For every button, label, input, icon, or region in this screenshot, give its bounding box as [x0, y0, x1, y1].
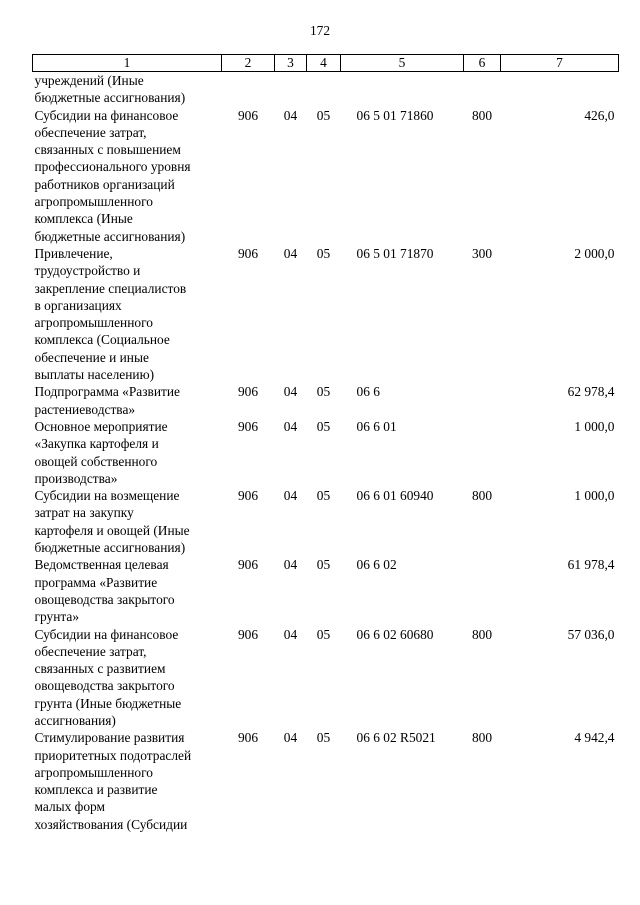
section-code-cell: 04 — [283, 107, 298, 123]
admin-code-cell: 906 — [237, 418, 259, 434]
amount-cell: 62 978,4 — [567, 384, 615, 400]
item-name-line: картофеля и овощей (Иные — [34, 522, 190, 538]
subsection-code-cell: 05 — [316, 730, 331, 746]
item-name-line: Привлечение, — [34, 245, 113, 261]
table-row — [33, 556, 619, 625]
expense-type-cell — [464, 418, 501, 487]
table-row — [33, 72, 619, 107]
expense-type-cell: 800 — [471, 107, 493, 123]
item-name-cell — [33, 729, 222, 833]
target-article-cell: 06 6 01 — [356, 418, 397, 434]
item-name-line: комплекса (Иные — [34, 211, 133, 227]
admin-code-cell — [222, 72, 275, 107]
table-body — [33, 72, 619, 834]
table-row — [33, 729, 619, 833]
item-name-line: обеспечение и иные — [34, 349, 149, 365]
amount-cell: 61 978,4 — [567, 557, 615, 573]
expense-type-cell: 800 — [471, 626, 493, 642]
target-article-cell — [341, 72, 464, 107]
item-name-cell — [33, 245, 222, 383]
target-article-cell: 06 5 01 71870 — [356, 245, 434, 261]
target-article-cell: 06 5 01 71860 — [356, 107, 434, 123]
amount-cell: 1 000,0 — [574, 418, 615, 434]
item-name-line: закрепление специалистов — [34, 280, 187, 296]
admin-code-cell: 906 — [237, 557, 259, 573]
item-name-line: растениеводства» — [34, 401, 136, 417]
admin-code-cell: 906 — [237, 245, 259, 261]
item-name-line: затрат на закупку — [34, 505, 134, 521]
column-header-6: 6 — [464, 55, 501, 72]
item-name-line: овощеводства закрытого — [34, 591, 175, 607]
subsection-code-cell: 05 — [316, 384, 331, 400]
amount-cell: 426,0 — [584, 107, 615, 123]
page-number: 172 — [309, 23, 331, 38]
target-article-cell: 06 6 02 60680 — [356, 626, 434, 642]
subsection-code-cell: 05 — [316, 488, 331, 504]
item-name-line: Субсидии на финансовое — [34, 107, 179, 123]
target-article-cell: 06 6 02 — [356, 557, 397, 573]
table-row — [33, 245, 619, 383]
item-name-line: трудоустройство и — [34, 263, 141, 279]
item-name-line: бюджетные ассигнования) — [34, 228, 186, 244]
subsection-code-cell: 05 — [316, 626, 331, 642]
table-row — [33, 626, 619, 730]
expense-type-cell: 300 — [471, 245, 493, 261]
item-name-line: программа «Развитие — [34, 574, 158, 590]
item-name-line: грунта (Иные бюджетные — [34, 695, 182, 711]
amount-cell: 1 000,0 — [574, 488, 615, 504]
table-row — [33, 107, 619, 245]
target-article-cell: 06 6 01 60940 — [356, 488, 434, 504]
item-name-cell — [33, 383, 222, 418]
target-article-cell: 06 6 02 R5021 — [356, 730, 436, 746]
table-row — [33, 383, 619, 418]
section-code-cell: 04 — [283, 384, 298, 400]
item-name-line: Субсидии на финансовое — [34, 626, 179, 642]
item-name-line: приоритетных подотраслей — [34, 747, 192, 763]
expense-type-cell: 800 — [471, 488, 493, 504]
item-name-line: профессионального уровня — [34, 159, 191, 175]
section-code-cell: 04 — [283, 418, 298, 434]
item-name-line: Подпрограмма «Развитие — [34, 384, 180, 400]
expense-type-cell — [464, 383, 501, 418]
amount-cell: 57 036,0 — [567, 626, 615, 642]
item-name-line: агропромышленного — [34, 315, 153, 331]
section-code-cell — [275, 72, 307, 107]
item-name-line: комплекса (Социальное — [34, 332, 170, 348]
admin-code-cell: 906 — [237, 107, 259, 123]
item-name-line: Ведомственная целевая — [34, 557, 169, 573]
item-name-cell — [33, 72, 222, 107]
item-name-line: Стимулирование развития — [34, 730, 185, 746]
subsection-code-cell: 05 — [316, 107, 331, 123]
section-code-cell: 04 — [283, 557, 298, 573]
column-header-3: 3 — [275, 55, 307, 72]
admin-code-cell: 906 — [237, 488, 259, 504]
section-code-cell: 04 — [283, 626, 298, 642]
column-header-5: 5 — [341, 55, 464, 72]
item-name-line: Субсидии на возмещение — [34, 488, 180, 504]
subsection-code-cell: 05 — [316, 245, 331, 261]
item-name-line: выплаты населению) — [34, 367, 155, 383]
admin-code-cell: 906 — [237, 384, 259, 400]
item-name-line: бюджетные ассигнования) — [34, 540, 186, 556]
subsection-code-cell: 05 — [316, 557, 331, 573]
expense-type-cell — [464, 556, 501, 625]
item-name-line: агропромышленного — [34, 194, 153, 210]
amount-cell — [501, 72, 619, 107]
item-name-cell — [33, 626, 222, 730]
item-name-line: в организациях — [34, 297, 122, 313]
item-name-line: ассигнования) — [34, 712, 116, 728]
subsection-code-cell — [307, 72, 341, 107]
section-code-cell: 04 — [283, 730, 298, 746]
column-header-1: 1 — [33, 55, 222, 72]
target-article-cell: 06 6 — [356, 384, 380, 400]
item-name-line: обеспечение затрат, — [34, 643, 147, 659]
item-name-line: малых форм — [34, 799, 106, 815]
item-name-line: грунта» — [34, 609, 80, 625]
item-name-cell — [33, 556, 222, 625]
item-name-cell — [33, 107, 222, 245]
item-name-cell — [33, 487, 222, 556]
item-name-line: учреждений (Иные — [34, 73, 144, 88]
amount-cell: 4 942,4 — [574, 730, 615, 746]
item-name-line: хозяйствования (Субсидии — [34, 816, 188, 832]
admin-code-cell: 906 — [237, 730, 259, 746]
column-header-7: 7 — [501, 55, 619, 72]
column-header-4: 4 — [307, 55, 341, 72]
item-name-line: бюджетные ассигнования) — [34, 90, 186, 106]
section-code-cell: 04 — [283, 245, 298, 261]
item-name-cell — [33, 418, 222, 487]
budget-table — [32, 54, 619, 833]
section-code-cell: 04 — [283, 488, 298, 504]
expense-type-cell — [464, 72, 501, 107]
admin-code-cell: 906 — [237, 626, 259, 642]
amount-cell: 2 000,0 — [574, 245, 615, 261]
item-name-line: Основное мероприятие — [34, 418, 168, 434]
item-name-line: овощей собственного — [34, 453, 158, 469]
item-name-line: «Закупка картофеля и — [34, 436, 159, 452]
item-name-line: комплекса и развитие — [34, 782, 158, 798]
table-row — [33, 487, 619, 556]
item-name-line: овощеводства закрытого — [34, 678, 175, 694]
item-name-line: связанных с повышением — [34, 142, 181, 158]
expense-type-cell: 800 — [471, 730, 493, 746]
column-header-2: 2 — [222, 55, 275, 72]
item-name-line: связанных с развитием — [34, 661, 166, 677]
table-row — [33, 418, 619, 487]
item-name-line: работников организаций — [34, 176, 175, 192]
item-name-line: агропромышленного — [34, 764, 153, 780]
header-row — [33, 55, 619, 72]
subsection-code-cell: 05 — [316, 418, 331, 434]
item-name-line: обеспечение затрат, — [34, 124, 147, 140]
item-name-line: производства» — [34, 470, 118, 486]
